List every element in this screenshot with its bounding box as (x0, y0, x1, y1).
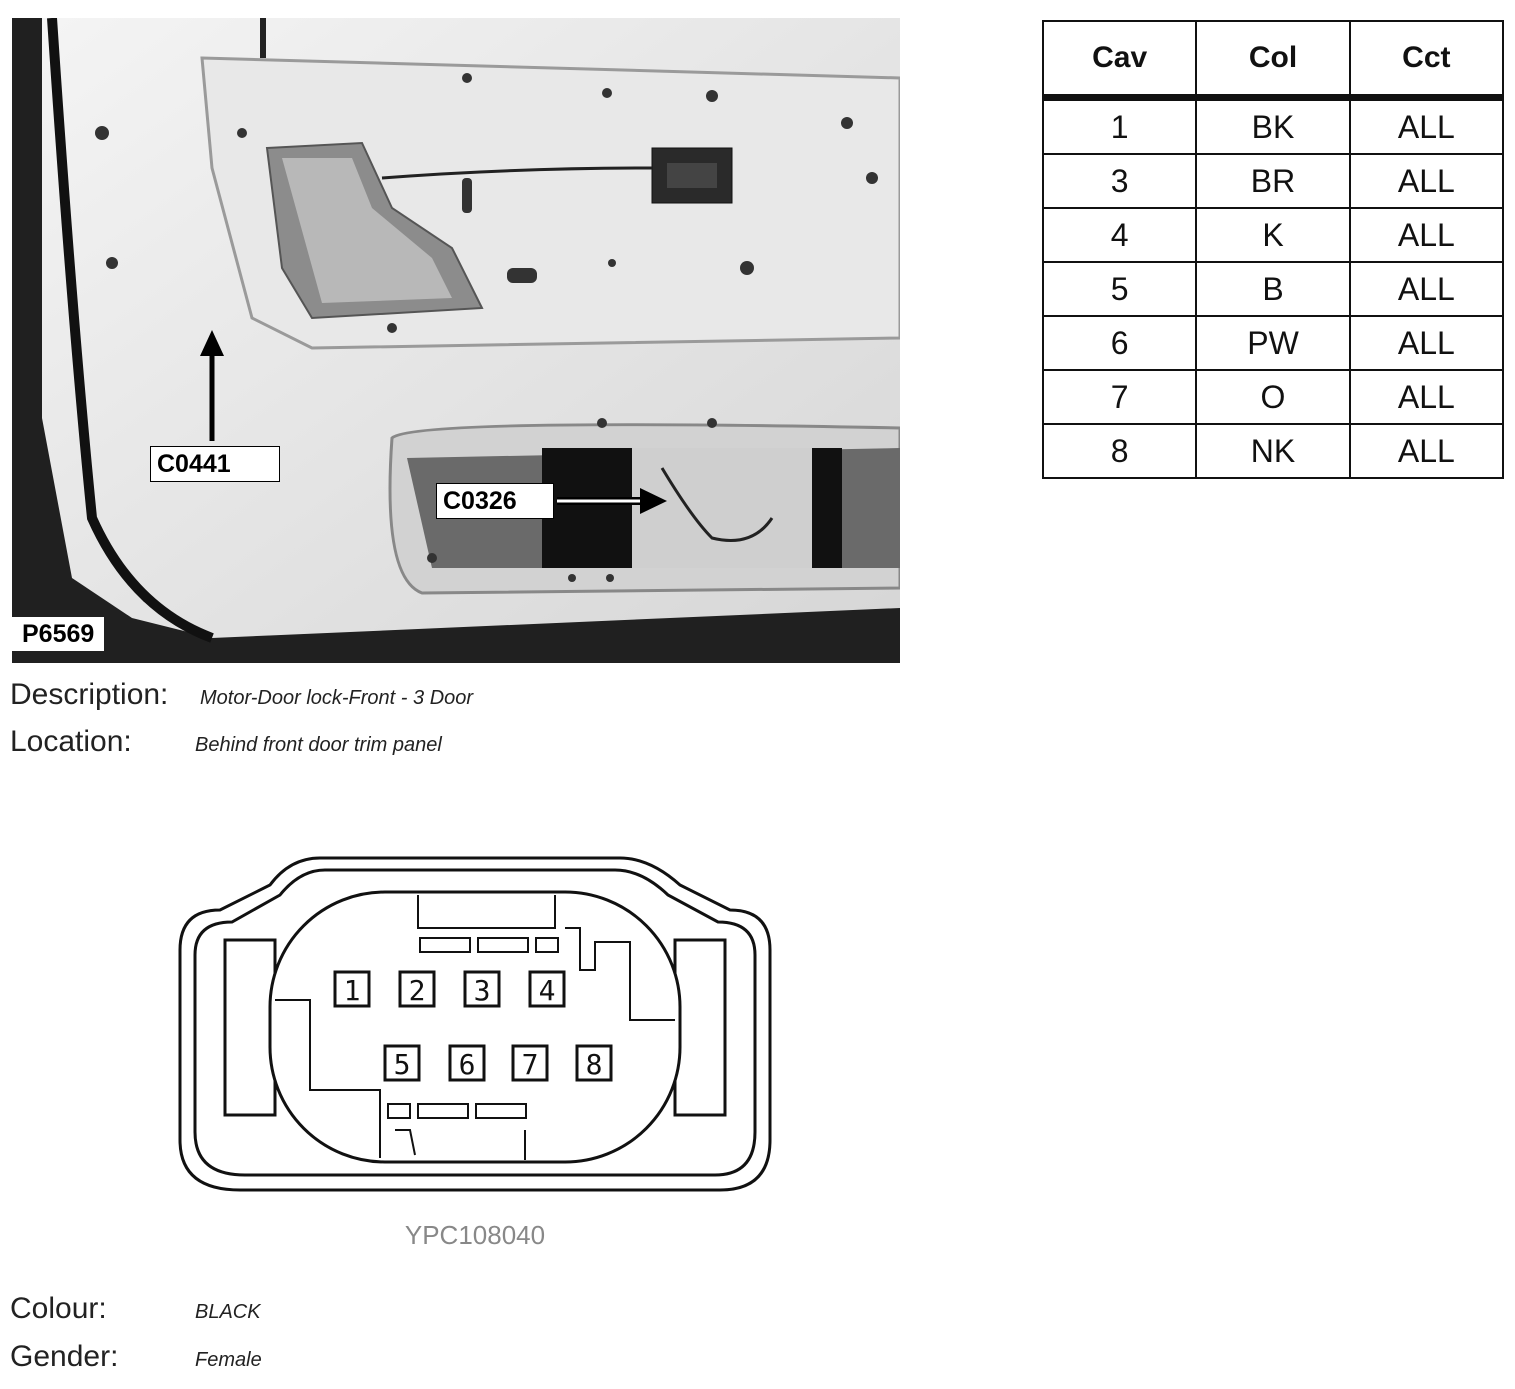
pin-label-2: 2 (408, 974, 426, 1007)
cell-col: NK (1196, 424, 1349, 478)
colour-label: Colour: (10, 1292, 107, 1325)
door-panel-illustration (12, 18, 900, 663)
connector-oval-body (270, 892, 680, 1162)
colour-value: BLACK (195, 1301, 261, 1323)
header-cav: Cav (1043, 21, 1196, 98)
cell-col: BR (1196, 154, 1349, 208)
pin-table (1042, 20, 1504, 479)
pin-label-8: 8 (585, 1048, 603, 1081)
door-photo (12, 18, 900, 663)
header-cct: Cct (1350, 21, 1503, 98)
colour-row (10, 1292, 261, 1326)
table-row (1043, 154, 1503, 208)
table-row (1043, 98, 1503, 155)
cell-cav: 1 (1043, 98, 1196, 155)
cell-col: B (1196, 262, 1349, 316)
photo-id-label: P6569 (12, 617, 104, 651)
table-row (1043, 208, 1503, 262)
right-latch (675, 940, 725, 1115)
connector-face-diagram (170, 850, 790, 1210)
location-label: Location: (10, 725, 132, 758)
cell-cct: ALL (1350, 316, 1503, 370)
cell-cct: ALL (1350, 98, 1503, 155)
cell-cct: ALL (1350, 208, 1503, 262)
pin-label-1: 1 (343, 974, 361, 1007)
cell-cct: ALL (1350, 154, 1503, 208)
pin-label-5: 5 (393, 1048, 411, 1081)
cell-cct: ALL (1350, 370, 1503, 424)
cell-col: O (1196, 370, 1349, 424)
cell-cav: 7 (1043, 370, 1196, 424)
table-row (1043, 316, 1503, 370)
connector-part-number: YPC108040 (404, 1220, 546, 1250)
table-row (1043, 262, 1503, 316)
cell-col: K (1196, 208, 1349, 262)
cell-cav: 4 (1043, 208, 1196, 262)
gender-row (10, 1340, 262, 1374)
cell-cct: ALL (1350, 262, 1503, 316)
location-value: Behind front door trim panel (195, 734, 442, 756)
pin-label-6: 6 (458, 1048, 476, 1081)
pin-table-header (1043, 21, 1503, 98)
header-col: Col (1196, 21, 1349, 98)
pin-label-4: 4 (538, 974, 556, 1007)
cell-col: BK (1196, 98, 1349, 155)
cell-col: PW (1196, 316, 1349, 370)
description-label: Description: (10, 678, 169, 711)
pin-label-3: 3 (473, 974, 491, 1007)
location-row (10, 725, 442, 759)
cell-cct: ALL (1350, 424, 1503, 478)
cell-cav: 3 (1043, 154, 1196, 208)
table-row (1043, 370, 1503, 424)
gender-value: Female (195, 1349, 262, 1371)
gender-label: Gender: (10, 1340, 119, 1373)
cell-cav: 6 (1043, 316, 1196, 370)
callout-c0326: C0326 (436, 483, 554, 519)
cell-cav: 5 (1043, 262, 1196, 316)
pin-label-7: 7 (521, 1048, 539, 1081)
table-row (1043, 424, 1503, 478)
left-latch (225, 940, 275, 1115)
cell-cav: 8 (1043, 424, 1196, 478)
description-row (10, 678, 474, 712)
description-value: Motor-Door lock-Front - 3 Door (200, 687, 474, 709)
callout-c0441: C0441 (150, 446, 280, 482)
